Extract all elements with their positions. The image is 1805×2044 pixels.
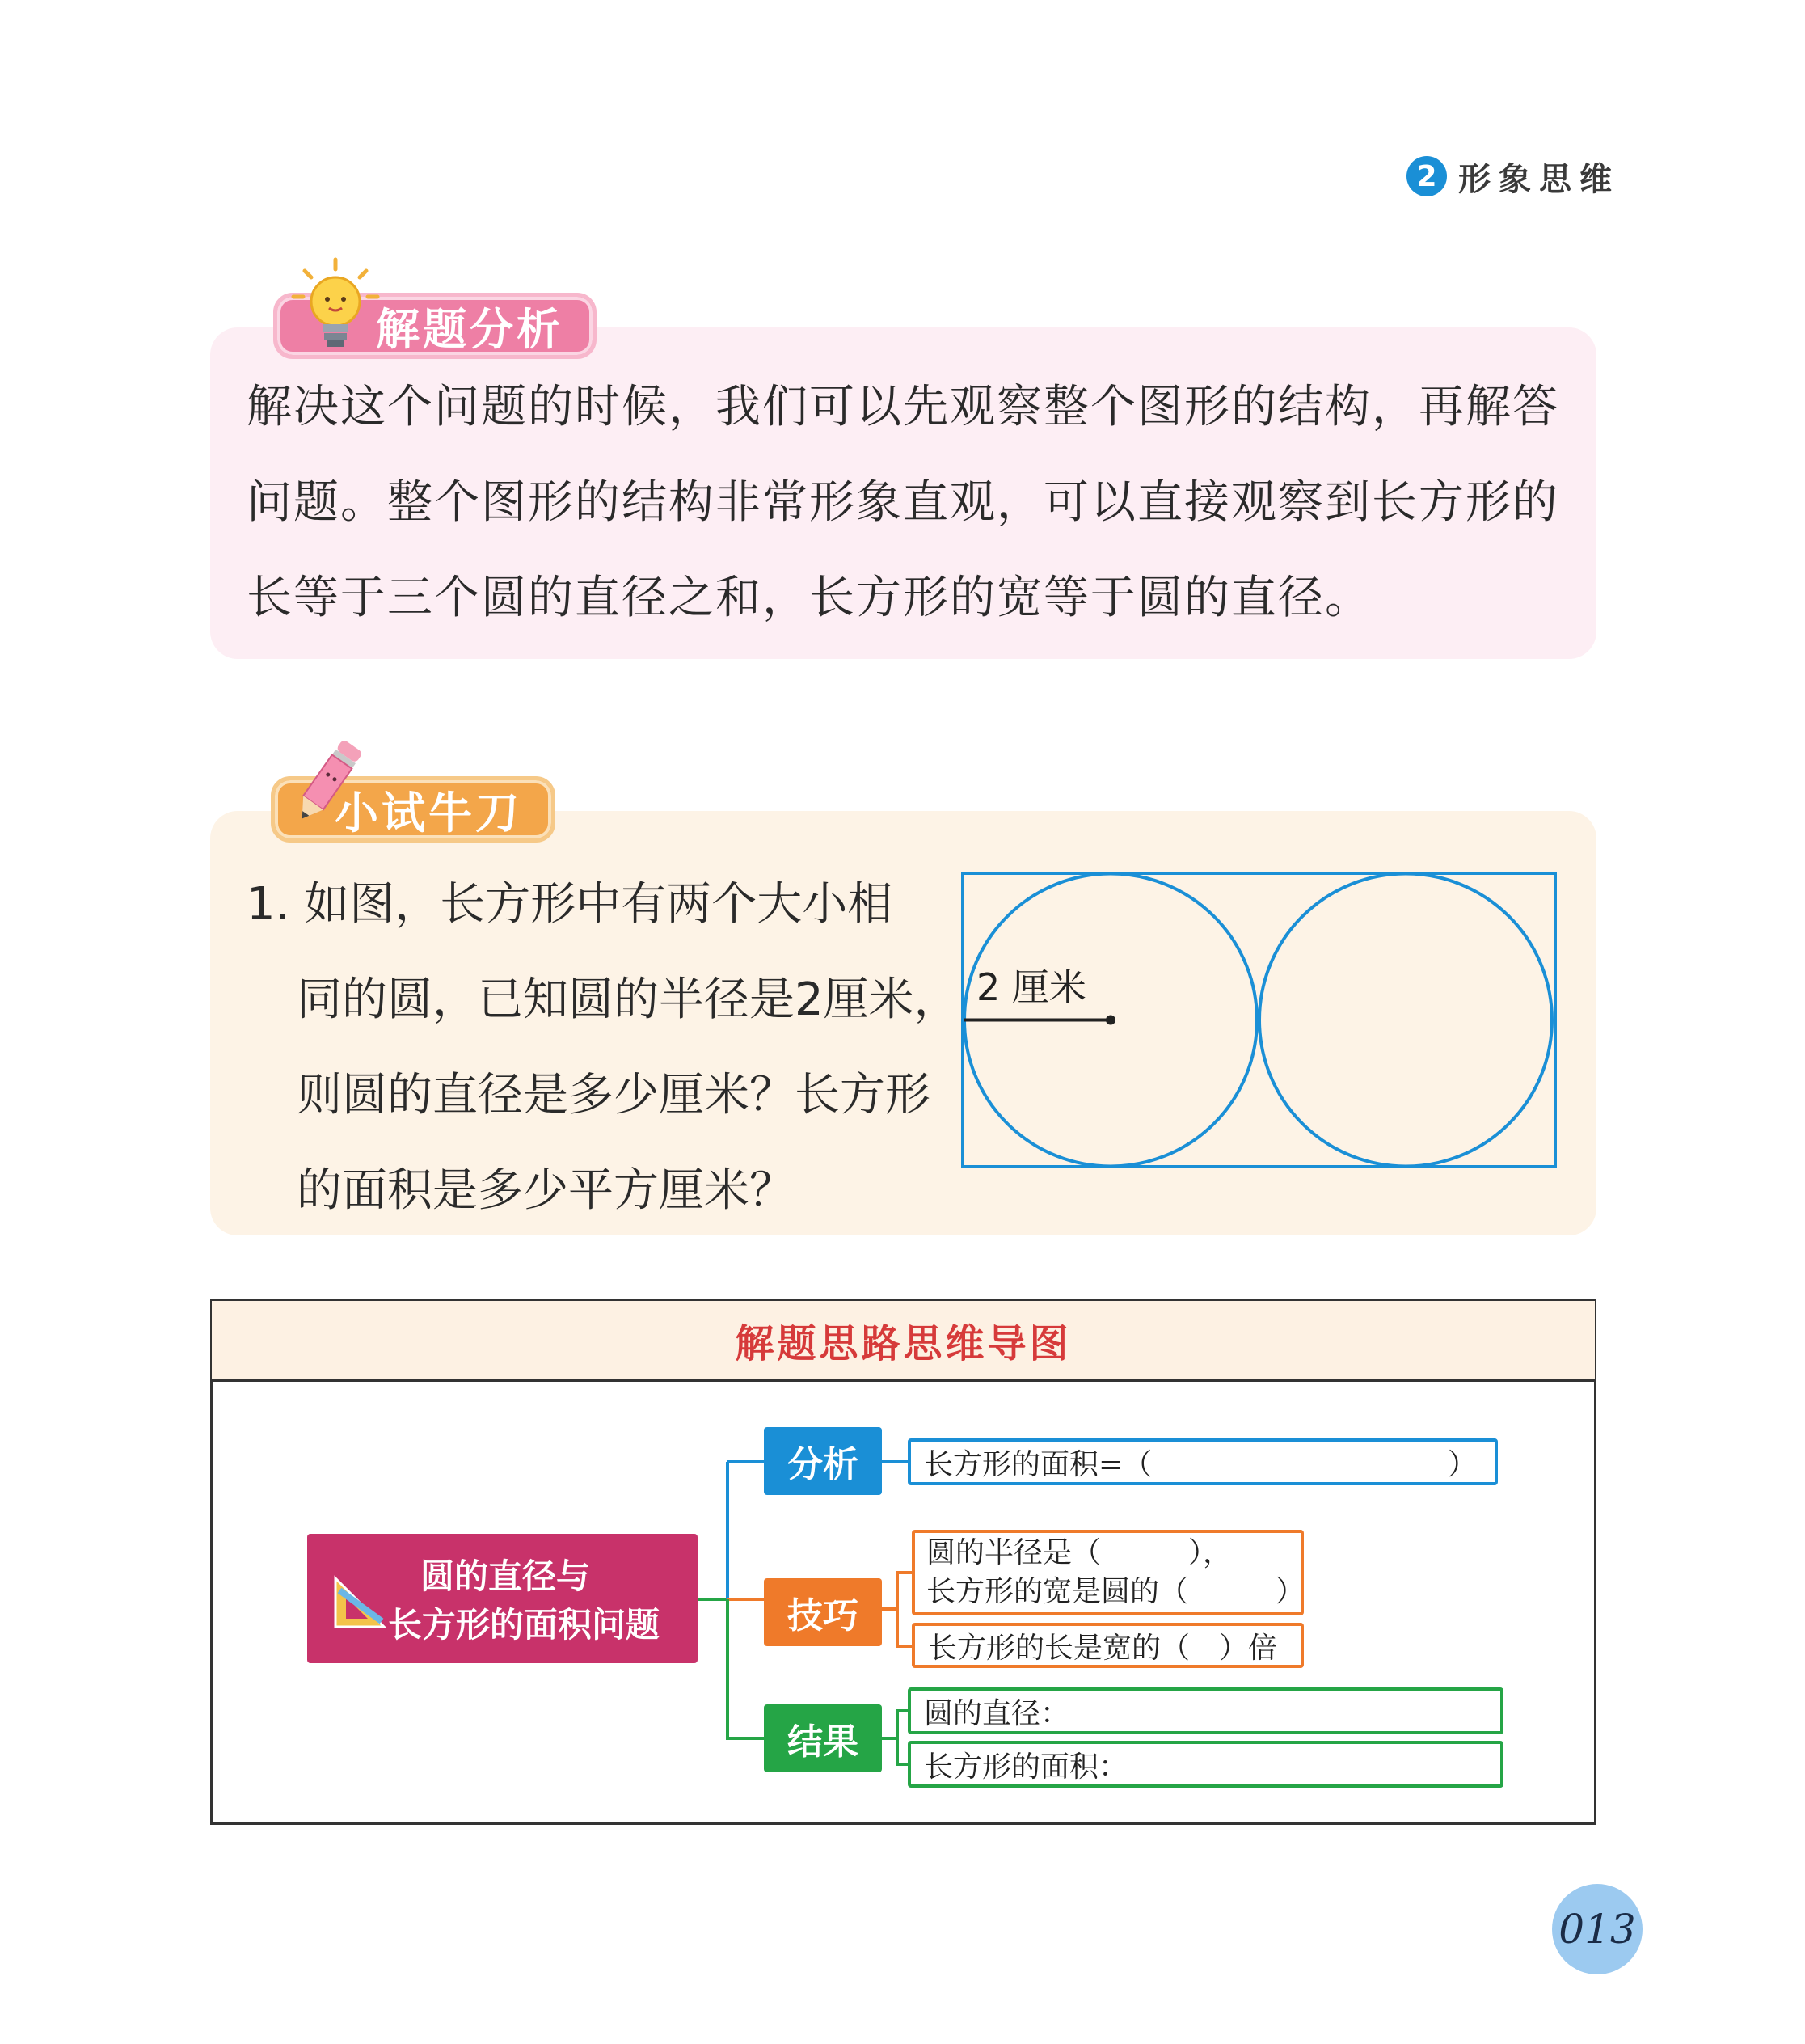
lightbulb-icon bbox=[287, 255, 384, 352]
chapter-number-badge: 2 bbox=[1406, 156, 1447, 196]
leaf-length-ratio: 长方形的长是宽的（ ）倍 bbox=[912, 1623, 1304, 1668]
pencil-icon bbox=[285, 732, 373, 829]
leaf-radius-width bbox=[912, 1530, 1304, 1615]
radius-label: 2 厘米 bbox=[976, 965, 1086, 1009]
branch-skill: 技巧 bbox=[764, 1578, 882, 1646]
circles-in-rectangle-figure bbox=[960, 871, 1560, 1172]
triangle-ruler-icon bbox=[331, 1574, 388, 1631]
radius-line1: 圆的半径是（ ）， bbox=[926, 1536, 1233, 1569]
question-first-line bbox=[247, 857, 974, 952]
question-continuation: 同的圆，已知圆的半径是2厘米，则圆的直径是多少厘米？长方形的面积是多少平方厘米？ bbox=[297, 973, 959, 1217]
branch-analysis: 分析 bbox=[764, 1427, 882, 1495]
question-line1: 如图，长方形中有两个大小相 bbox=[304, 878, 893, 931]
chapter-header bbox=[1406, 152, 1620, 201]
analysis-tag-label: 解题分析 bbox=[376, 303, 563, 355]
center-dot bbox=[1106, 1016, 1115, 1025]
area-formula-text: 长方形的面积=（ bbox=[924, 1447, 1153, 1481]
leaf-area-result: 长方形的面积： bbox=[908, 1741, 1503, 1788]
page-number: 013 bbox=[1552, 1884, 1643, 1974]
root-node bbox=[307, 1534, 698, 1663]
leaf-diameter: 圆的直径： bbox=[908, 1687, 1503, 1734]
right-circle bbox=[1259, 874, 1552, 1167]
area-formula-close: ） bbox=[1447, 1447, 1477, 1481]
analysis-paragraph: 解决这个问题的时候，我们可以先观察整个图形的结构，再解答问题。整个图形的结构非常形象直观，可以直接观察到长方形的长等于三个圆的直径之和，长方形的宽等于圆的直径。 bbox=[247, 381, 1559, 624]
branch-result: 结果 bbox=[764, 1704, 882, 1772]
radius-line2: 长方形的宽是圆的（ ） bbox=[926, 1575, 1305, 1608]
mind-map-title: 解题思路思维导图 bbox=[212, 1301, 1595, 1382]
root-title-line1: 圆的直径与 bbox=[420, 1556, 591, 1596]
question-number: 1. bbox=[247, 878, 290, 931]
practice-tag-label: 小试牛刀 bbox=[335, 787, 522, 838]
chapter-title: 形象思维 bbox=[1458, 160, 1620, 198]
root-title-line2: 长方形的面积问题 bbox=[388, 1605, 660, 1645]
leaf-area-formula bbox=[908, 1438, 1498, 1485]
